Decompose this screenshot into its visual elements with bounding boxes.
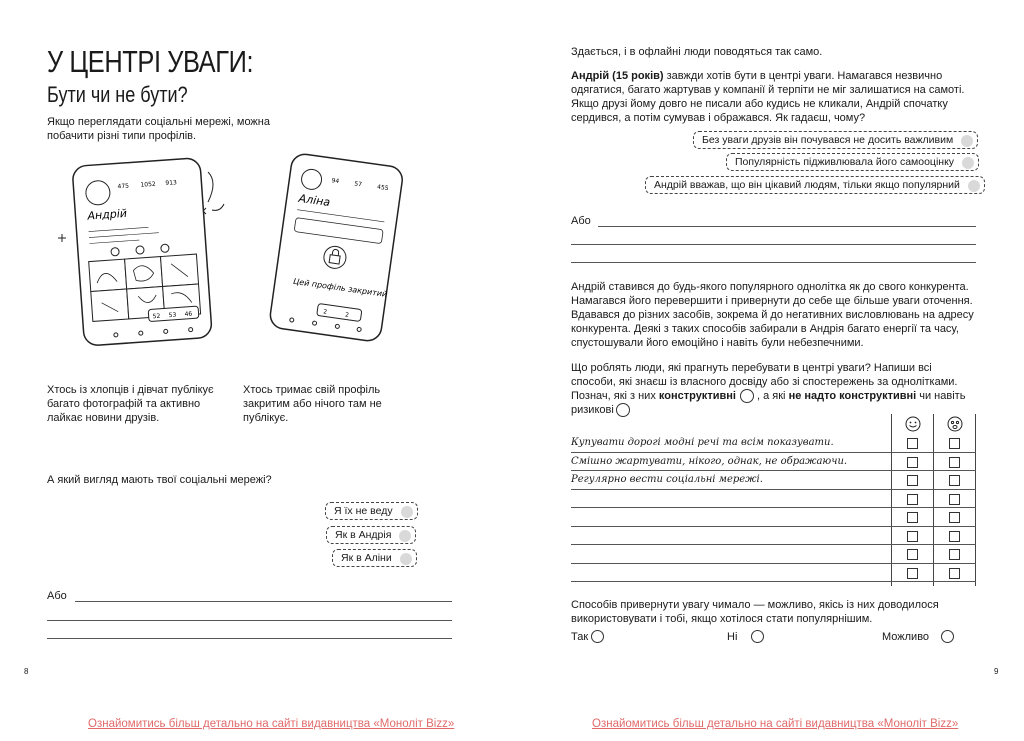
publisher-link-left[interactable]: Ознайомитись більш детально на сайті видавництва «Моноліт Bizz» xyxy=(88,718,455,730)
publisher-link-right[interactable]: Ознайомитись більш детально на сайті видавництва «Моноліт Bizz» xyxy=(592,718,959,730)
risky-checkbox[interactable] xyxy=(949,475,960,486)
table-row-line xyxy=(571,581,976,582)
constructive-checkbox[interactable] xyxy=(907,475,918,486)
or-label: Або xyxy=(47,590,67,602)
andrii-paragraph xyxy=(571,69,971,125)
option-dont-use[interactable] xyxy=(325,502,418,520)
andrii-text: завжди хотів бути в центрі уваги. Намагався незвично одягатися, багато жартував у компанії й терпіти не міг залишатися на самоті. Якщо друзі йому довго не писали або кудись не кликали, Андрій спочатку сердився, а потім сумував і ображався. Як гадаєш, чому? xyxy=(571,70,965,124)
answer-no-label: Ні xyxy=(727,631,738,643)
option-interesting[interactable] xyxy=(645,176,985,194)
page-number-right: 9 xyxy=(994,667,999,676)
page-title: У ЦЕНТРІ УВАГИ: xyxy=(47,44,254,79)
profile-stat: 475 xyxy=(117,182,130,191)
table-row[interactable]: Регулярно вести соціальні мережі. xyxy=(571,474,763,485)
answer-yes-radio[interactable] xyxy=(591,630,604,643)
risky-checkbox[interactable] xyxy=(949,549,960,560)
risky-checkbox[interactable] xyxy=(949,568,960,579)
constructive-checkbox[interactable] xyxy=(907,531,918,542)
phone-alina xyxy=(269,153,405,343)
profile-stat: 57 xyxy=(353,180,363,189)
option-like-andrii[interactable] xyxy=(326,526,416,544)
option-like-alina[interactable] xyxy=(332,549,417,567)
smile-face-icon xyxy=(740,389,754,403)
option-label: Я їх не веду xyxy=(334,505,393,517)
intro-paragraph: Здається, і в офлайні люди поводяться так само. xyxy=(571,46,823,58)
answer-no-radio[interactable] xyxy=(751,630,764,643)
post-count: 2 xyxy=(344,311,350,319)
answer-line[interactable] xyxy=(571,262,976,263)
answer-maybe-label: Можливо xyxy=(882,631,930,643)
post-count: 53 xyxy=(168,311,177,320)
risky-checkbox[interactable] xyxy=(949,457,960,468)
table-row-line xyxy=(571,563,976,564)
locked-profile-text: Цей профіль закритий xyxy=(292,276,388,299)
closing-paragraph: Способів привернути увагу чимало — можливо, якісь із них доводилося використовувати і тобі, якщо хотілося стати популярнішим. xyxy=(571,599,939,625)
page-subtitle: Бути чи не бути? xyxy=(47,82,188,107)
option-label: Андрій вважав, що він цікавий людям, тільки якщо популярний xyxy=(654,179,960,191)
constructive-checkbox[interactable] xyxy=(907,512,918,523)
task-paragraph xyxy=(571,361,976,417)
worried-face-icon xyxy=(947,416,963,432)
risky-checkbox[interactable] xyxy=(949,531,960,542)
or-label-right: Або xyxy=(571,215,591,227)
post-count: 52 xyxy=(152,312,161,321)
table-row-line xyxy=(571,489,976,490)
profile-stat: 1052 xyxy=(140,180,156,189)
answer-maybe-radio[interactable] xyxy=(941,630,954,643)
smile-face-icon xyxy=(905,416,921,432)
table-row-line xyxy=(571,452,976,453)
option-label: Як в Андрія xyxy=(335,529,392,541)
task-text: чи навіть ризикові xyxy=(571,390,966,417)
post-count: 2 xyxy=(322,308,328,316)
radio-dot-icon[interactable] xyxy=(961,135,973,147)
constructive-checkbox[interactable] xyxy=(907,568,918,579)
risky-checkbox[interactable] xyxy=(949,494,960,505)
option-not-important[interactable] xyxy=(693,131,978,149)
table-row[interactable]: Купувати дорогі модні речі та всім показувати. xyxy=(571,437,834,448)
option-label: Без уваги друзів він почувався не досить важливим xyxy=(702,134,954,146)
caption-andrii: Хтось із хлопців і дівчат публікує багато фотографій та активно лайкає новини друзів. xyxy=(47,384,214,424)
risky-checkbox[interactable] xyxy=(949,438,960,449)
constructive-checkbox[interactable] xyxy=(907,438,918,449)
andrii-name: Андрій (15 років) xyxy=(571,70,664,82)
profile-stat: 913 xyxy=(165,179,178,188)
radio-dot-icon[interactable] xyxy=(399,530,411,542)
option-label: Популярність підживлювала його самооцінку xyxy=(735,156,955,168)
radio-dot-icon[interactable] xyxy=(968,180,980,192)
constructive-checkbox[interactable] xyxy=(907,549,918,560)
page-number-left: 8 xyxy=(24,667,29,676)
table-row-line xyxy=(571,544,976,545)
profile-name: Андрій xyxy=(87,206,128,223)
answer-line[interactable] xyxy=(47,638,452,639)
constructive-checkbox[interactable] xyxy=(907,494,918,505)
post-count: 46 xyxy=(184,310,193,319)
answer-line[interactable] xyxy=(571,244,976,245)
answer-line[interactable] xyxy=(47,620,452,621)
answer-line[interactable] xyxy=(75,601,452,602)
option-self-esteem[interactable] xyxy=(726,153,979,171)
risky-checkbox[interactable] xyxy=(949,512,960,523)
profile-name: Аліна xyxy=(297,191,331,210)
radio-dot-icon[interactable] xyxy=(401,506,413,518)
competitor-paragraph: Андрій ставився до будь-якого популярного однолітка як до свого конкурента. Намагався його перевершити і привернути до себе ще більше уваги оточення. Вдавався до різних засобів, зокрема й до негативних висловлювань на адресу конкурента. Деякі з таких способів забирали в Андрія багато енергії та часу, спустошували його емоційно і навіть були небезпечними. xyxy=(571,281,974,349)
constructive-label: конструктивні xyxy=(658,390,736,402)
radio-dot-icon[interactable] xyxy=(400,553,412,565)
social-question: А який вигляд мають твої соціальні мережі? xyxy=(47,474,272,486)
phone-andrii xyxy=(72,158,212,346)
methods-table xyxy=(571,414,976,586)
not-constructive-label: не надто конструктивні xyxy=(788,390,917,402)
answer-line[interactable] xyxy=(598,226,976,227)
table-row-line xyxy=(571,507,976,508)
profile-stat: 455 xyxy=(376,183,389,193)
table-row[interactable]: Смішно жартувати, нікого, однак, не ображаючи. xyxy=(571,455,848,467)
phones-illustration xyxy=(40,150,420,355)
table-row-line xyxy=(571,470,976,471)
answer-yes-label: Так xyxy=(571,631,589,643)
option-label: Як в Аліни xyxy=(341,552,392,564)
caption-alina: Хтось тримає свій профіль закритим або нічого там не публікує. xyxy=(243,384,382,424)
task-text: , а які xyxy=(753,390,789,402)
table-row-line xyxy=(571,526,976,527)
intro-text: Якщо переглядати соціальні мережі, можна побачити різні типи профілів. xyxy=(47,116,270,142)
profile-stat: 94 xyxy=(331,177,340,186)
constructive-checkbox[interactable] xyxy=(907,457,918,468)
task-text: Що роблять люди, які прагнуть перебувати в центрі уваги? Напиши всі способи, які знаєш із власного досвіду або зі спостережень за однолітками. Познач, які з них xyxy=(571,362,958,402)
radio-dot-icon[interactable] xyxy=(962,157,974,169)
